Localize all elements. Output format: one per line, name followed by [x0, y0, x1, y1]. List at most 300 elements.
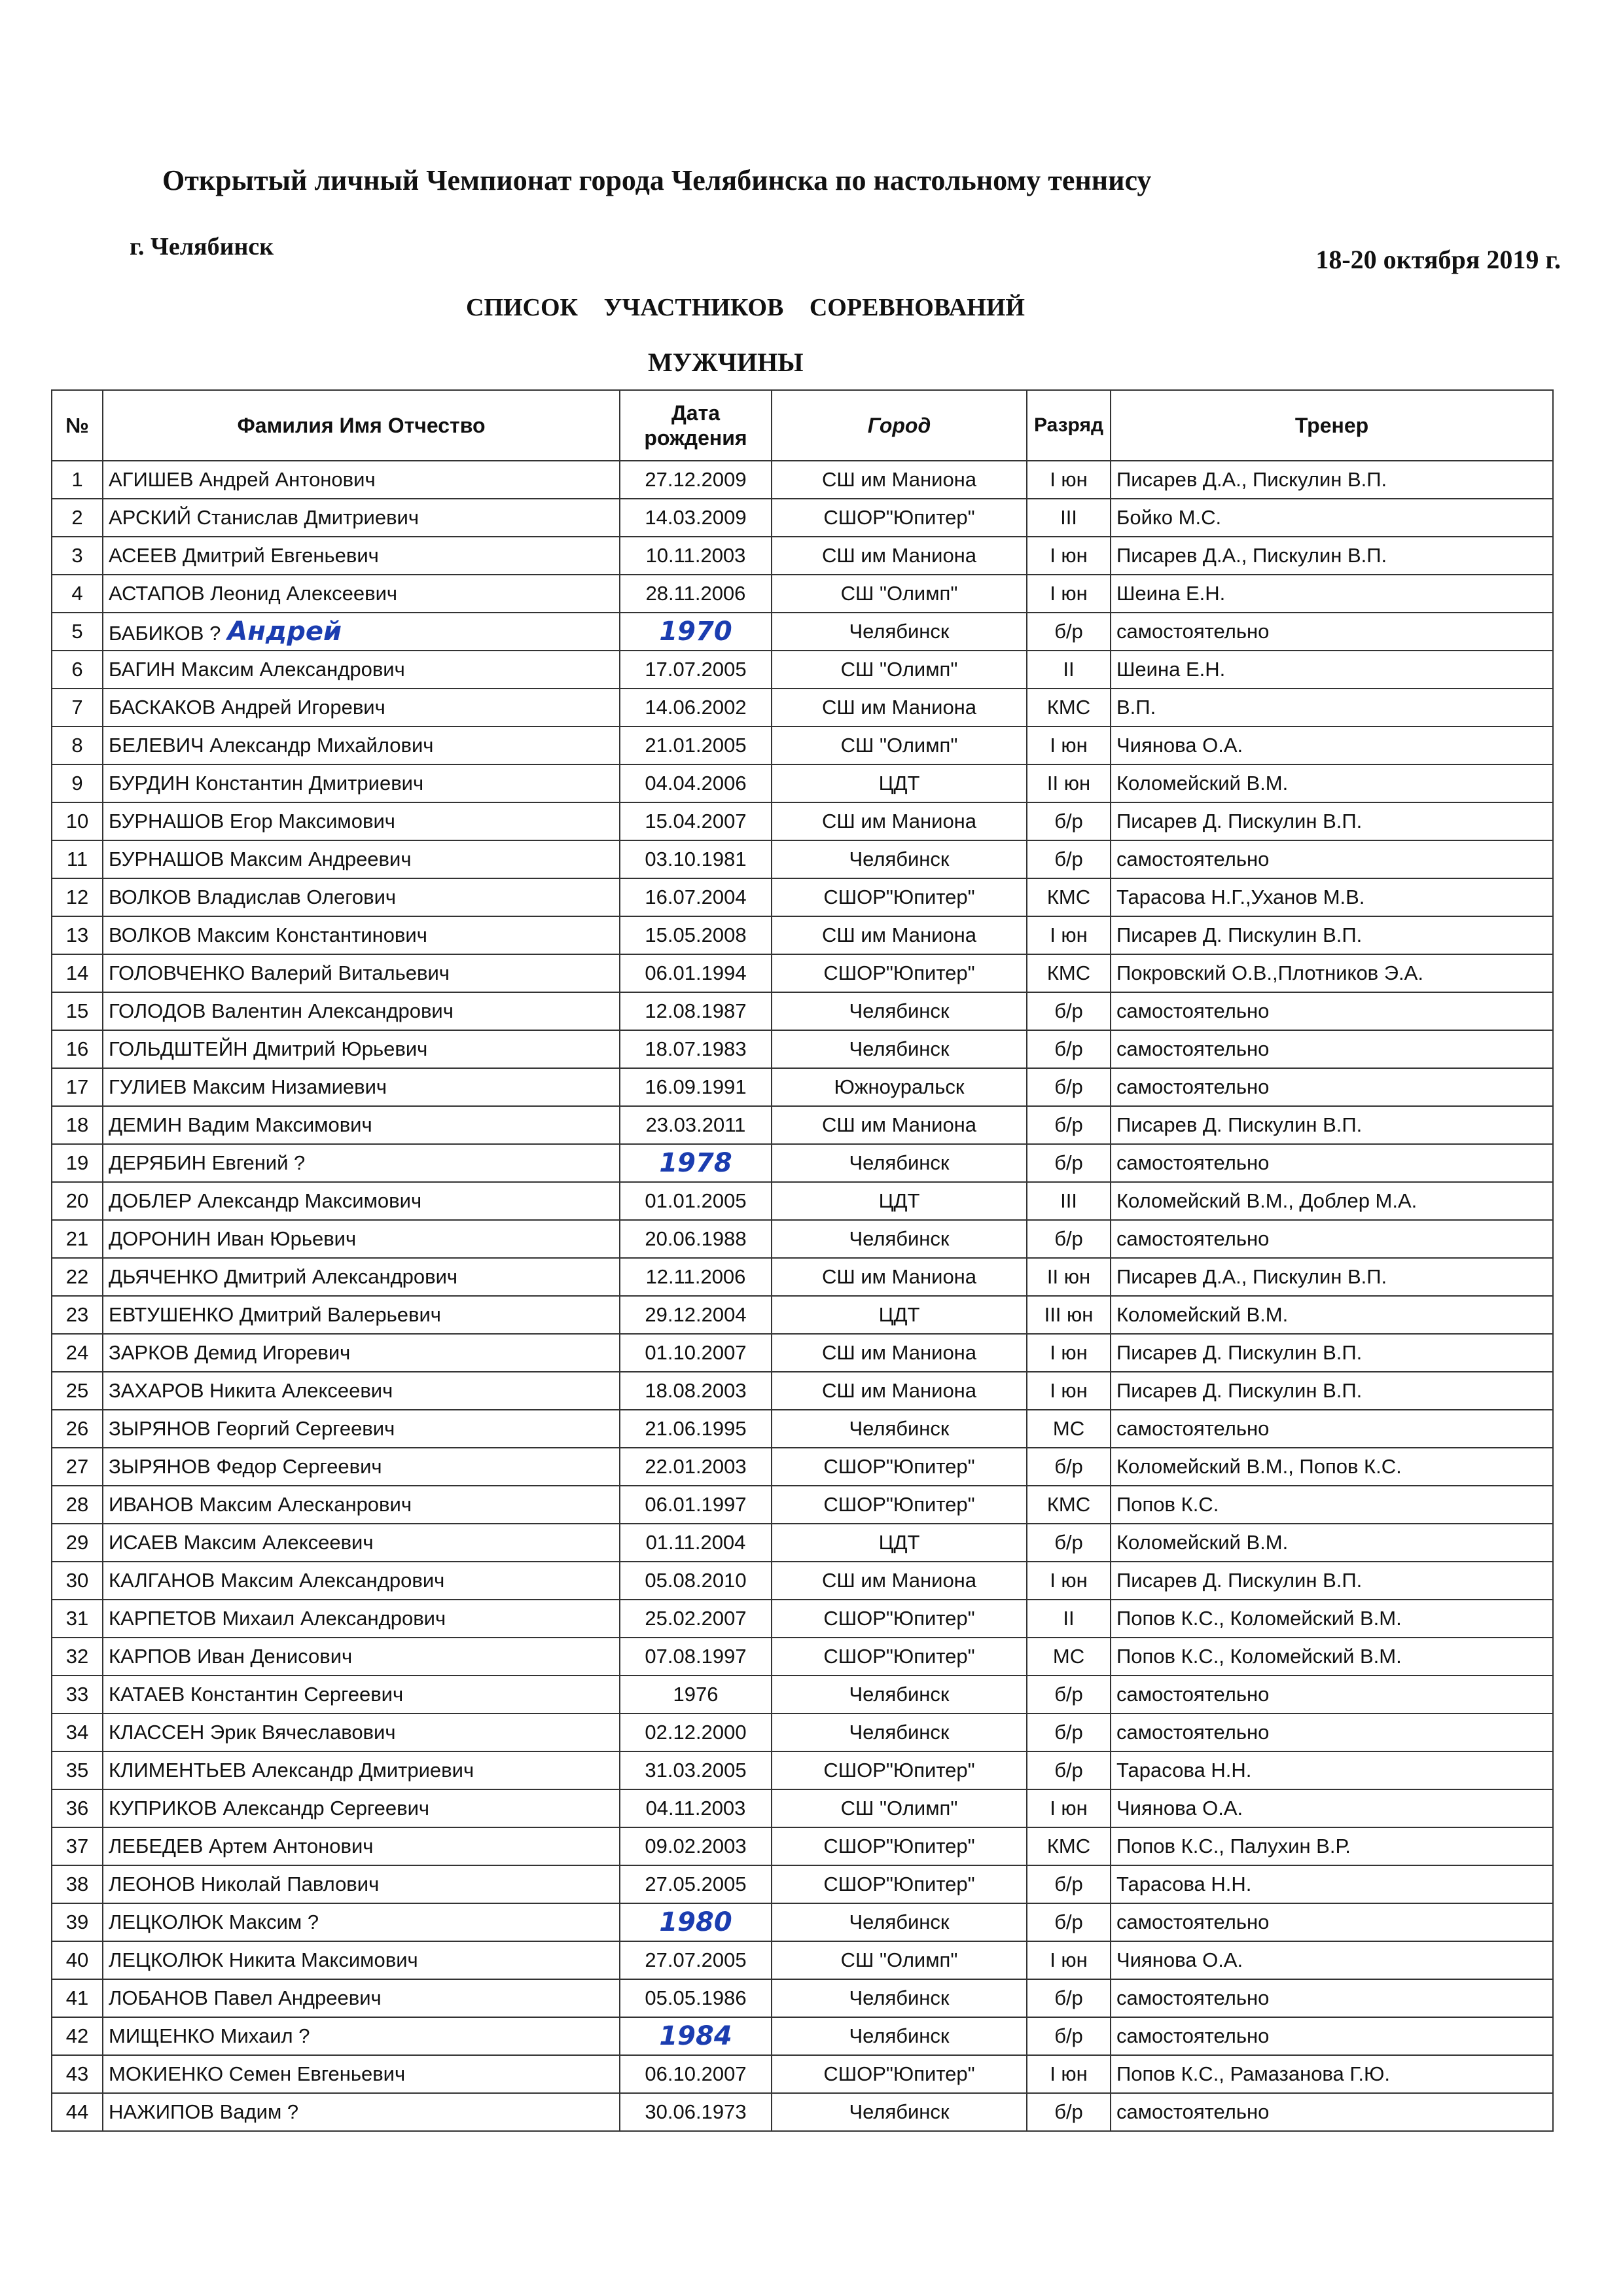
- birth-date-text: 04.04.2006: [645, 772, 747, 795]
- sport-rank: [1027, 1410, 1111, 1448]
- participant-name-text: ГОЛЬДШТЕЙН Дмитрий Юрьевич: [109, 1037, 428, 1060]
- sport-rank-text: МС: [1052, 1417, 1085, 1440]
- row-number: [52, 499, 103, 537]
- participant-city-text: Челябинск: [849, 1721, 950, 1744]
- row-number-text: 32: [65, 1645, 89, 1668]
- coach-name-text: Чиянова О.А.: [1116, 734, 1243, 757]
- participant-city-text: СШОР"Юпитер": [823, 1835, 975, 1857]
- coach-name-text: самостоятельно: [1116, 1721, 1270, 1744]
- sport-rank: [1027, 1865, 1111, 1903]
- row-number-text: 33: [65, 1683, 89, 1706]
- birth-date: [620, 1182, 772, 1220]
- sport-rank-text: б/р: [1054, 2024, 1083, 2047]
- participant-name: [103, 613, 620, 651]
- sport-rank: [1027, 1751, 1111, 1789]
- coach-name: [1111, 840, 1553, 878]
- participant-name: [103, 1789, 620, 1827]
- birth-date-text: 30.06.1973: [645, 2100, 747, 2123]
- sport-rank: [1027, 2017, 1111, 2055]
- participant-city: [772, 689, 1027, 726]
- participant-name: [103, 1638, 620, 1676]
- coach-name: [1111, 1106, 1553, 1144]
- participant-city-text: СШОР"Юпитер": [823, 1455, 975, 1478]
- coach-name-text: самостоятельно: [1116, 2100, 1270, 2123]
- row-number: [52, 992, 103, 1030]
- sport-rank: [1027, 1789, 1111, 1827]
- sport-rank: [1027, 1372, 1111, 1410]
- coach-name-text: самостоятельно: [1116, 999, 1270, 1022]
- table-row: [52, 1106, 1553, 1144]
- row-number-text: 20: [65, 1189, 89, 1212]
- participant-city-text: ЦДТ: [878, 1531, 920, 1554]
- participant-city: [772, 726, 1027, 764]
- birth-date: [620, 1676, 772, 1713]
- birth-date-text: 1976: [673, 1683, 719, 1706]
- participant-name: [103, 1751, 620, 1789]
- birth-date-text: 01.11.2004: [645, 1531, 746, 1554]
- participant-name-text: ДЕРЯБИН Евгений ?: [109, 1151, 306, 1174]
- participant-name: [103, 2093, 620, 2131]
- participant-name: [103, 1220, 620, 1258]
- birth-date: [620, 575, 772, 613]
- handwritten-birth-date: 1970: [659, 617, 732, 647]
- sport-rank: [1027, 1030, 1111, 1068]
- participant-city: [772, 575, 1027, 613]
- row-number: [52, 1182, 103, 1220]
- table-row: [52, 992, 1553, 1030]
- participant-city-text: СШОР"Юпитер": [823, 1607, 975, 1630]
- row-number-text: 22: [65, 1265, 89, 1288]
- birth-date-text: 21.01.2005: [645, 734, 747, 757]
- birth-date-text: 10.11.2003: [645, 544, 746, 567]
- participant-name-text: БАСКАКОВ Андрей Игоревич: [109, 696, 385, 719]
- sport-rank: [1027, 2093, 1111, 2131]
- row-number-text: 11: [66, 848, 88, 870]
- coach-name: [1111, 613, 1553, 651]
- participant-city-text: СШ "Олимп": [840, 1797, 958, 1820]
- birth-date: [620, 537, 772, 575]
- participant-city-text: СШ им Маниона: [821, 1113, 977, 1136]
- sport-rank: [1027, 1296, 1111, 1334]
- participant-name: [103, 461, 620, 499]
- birth-date-text: 09.02.2003: [645, 1835, 747, 1857]
- participant-name-text: КАРПЕТОВ Михаил Александрович: [109, 1607, 446, 1630]
- birth-date-text: 23.03.2011: [645, 1113, 746, 1136]
- sport-rank-text: б/р: [1054, 1151, 1083, 1174]
- birth-date: [620, 1903, 772, 1941]
- table-row: [52, 1448, 1553, 1486]
- row-number-text: 5: [71, 620, 83, 643]
- col-city: Город: [772, 390, 1027, 461]
- participant-name: [103, 1068, 620, 1106]
- participant-city: [772, 1903, 1027, 1941]
- participant-city: [772, 1448, 1027, 1486]
- participant-name-text: КАРПОВ Иван Денисович: [109, 1645, 353, 1668]
- participant-city-text: Челябинск: [849, 1683, 950, 1706]
- sport-rank: [1027, 1713, 1111, 1751]
- coach-name-text: Писарев Д. Пискулин В.П.: [1116, 810, 1363, 833]
- row-number: [52, 1106, 103, 1144]
- row-number: [52, 954, 103, 992]
- row-number-text: 30: [65, 1569, 89, 1592]
- participant-name-text: ЗАРКОВ Демид Игоревич: [109, 1341, 351, 1364]
- participant-city-text: Челябинск: [849, 1151, 950, 1174]
- row-number: [52, 1827, 103, 1865]
- participant-city: [772, 2055, 1027, 2093]
- sport-rank: [1027, 1448, 1111, 1486]
- table-row: [52, 1713, 1553, 1751]
- sport-rank: [1027, 499, 1111, 537]
- table-row: [52, 461, 1553, 499]
- birth-date: [620, 2093, 772, 2131]
- sport-rank: [1027, 726, 1111, 764]
- coach-name: [1111, 916, 1553, 954]
- coach-name: [1111, 1600, 1553, 1638]
- birth-date: [620, 1144, 772, 1182]
- coach-name-text: Писарев Д.А., Пискулин В.П.: [1116, 544, 1387, 567]
- participant-city-text: СШОР"Юпитер": [823, 2062, 975, 2085]
- birth-date: [620, 1372, 772, 1410]
- participant-city-text: Челябинск: [849, 1417, 950, 1440]
- table-row: [52, 1296, 1553, 1334]
- category-subtitle: МУЖЧИНЫ: [648, 348, 804, 377]
- coach-name: [1111, 1979, 1553, 2017]
- row-number: [52, 1600, 103, 1638]
- birth-date-text: 18.08.2003: [645, 1379, 747, 1402]
- coach-name-text: Тарасова Н.Г.,Уханов М.В.: [1116, 886, 1365, 908]
- coach-name-text: самостоятельно: [1116, 1986, 1270, 2009]
- coach-name-text: Писарев Д.А., Пискулин В.П.: [1116, 1265, 1387, 1288]
- participant-city-text: СШ им Маниона: [821, 468, 977, 491]
- table-row: [52, 1751, 1553, 1789]
- birth-date-text: 12.11.2006: [645, 1265, 746, 1288]
- birth-date: [620, 878, 772, 916]
- row-number-text: 36: [65, 1797, 89, 1820]
- handwritten-birth-date: 1984: [659, 2021, 732, 2051]
- row-number-text: 29: [65, 1531, 89, 1554]
- table-row: [52, 1941, 1553, 1979]
- birth-date-text: 06.01.1994: [645, 961, 747, 984]
- birth-date-text: 01.01.2005: [645, 1189, 747, 1212]
- birth-date-text: 03.10.1981: [645, 848, 747, 870]
- participant-name: [103, 992, 620, 1030]
- coach-name-text: самостоятельно: [1116, 620, 1270, 643]
- handwritten-birth-date: 1978: [659, 1148, 732, 1178]
- coach-name: [1111, 1865, 1553, 1903]
- coach-name: [1111, 764, 1553, 802]
- birth-date: [620, 1068, 772, 1106]
- sport-rank-text: III юн: [1044, 1303, 1094, 1326]
- table-row: [52, 2055, 1553, 2093]
- sport-rank-text: б/р: [1054, 1113, 1083, 1136]
- row-number: [52, 1296, 103, 1334]
- participant-name-text: КУПРИКОВ Александр Сергеевич: [109, 1797, 430, 1820]
- row-number-text: 7: [71, 696, 83, 719]
- coach-name: [1111, 1751, 1553, 1789]
- sport-rank-text: б/р: [1054, 2100, 1083, 2123]
- handwritten-birth-date: 1980: [659, 1907, 732, 1937]
- coach-name: [1111, 1030, 1553, 1068]
- participant-name-text: БЕЛЕВИЧ Александр Михайлович: [109, 734, 434, 757]
- row-number: [52, 651, 103, 689]
- participant-city: [772, 1713, 1027, 1751]
- participant-city-text: СШ им Маниона: [821, 696, 977, 719]
- birth-date: [620, 726, 772, 764]
- sport-rank-text: I юн: [1050, 1948, 1088, 1971]
- participant-city: [772, 802, 1027, 840]
- participant-city-text: СШ "Олимп": [840, 582, 958, 605]
- participant-name-text: ЕВТУШЕНКО Дмитрий Валерьевич: [109, 1303, 441, 1326]
- coach-name: [1111, 2055, 1553, 2093]
- sport-rank: [1027, 1903, 1111, 1941]
- birth-date-text: 28.11.2006: [645, 582, 746, 605]
- participant-city-text: Челябинск: [849, 1986, 950, 2009]
- sport-rank: [1027, 992, 1111, 1030]
- coach-name-text: самостоятельно: [1116, 1227, 1270, 1250]
- coach-name-text: Коломейский В.М., Попов К.С.: [1116, 1455, 1402, 1478]
- row-number: [52, 537, 103, 575]
- sport-rank: [1027, 1979, 1111, 2017]
- row-number-text: 37: [65, 1835, 89, 1857]
- row-number-text: 42: [65, 2024, 89, 2047]
- participant-name-text: ЗЫРЯНОВ Георгий Сергеевич: [109, 1417, 395, 1440]
- participant-city-text: Челябинск: [849, 1910, 950, 1933]
- row-number-text: 13: [65, 924, 89, 946]
- participant-city: [772, 1106, 1027, 1144]
- birth-date: [620, 1827, 772, 1865]
- table-row: [52, 2017, 1553, 2055]
- participant-city-text: СШ "Олимп": [840, 1948, 958, 1971]
- participant-city: [772, 2093, 1027, 2131]
- row-number: [52, 726, 103, 764]
- participant-name-text: ДЕМИН Вадим Максимович: [109, 1113, 372, 1136]
- participant-city: [772, 1372, 1027, 1410]
- coach-name-text: Попов К.С., Палухин В.Р.: [1116, 1835, 1351, 1857]
- row-number-text: 27: [65, 1455, 89, 1478]
- participant-name-text: БАБИКОВ ?: [109, 622, 221, 645]
- coach-name: [1111, 1448, 1553, 1486]
- table-row: [52, 1865, 1553, 1903]
- coach-name-text: самостоятельно: [1116, 1037, 1270, 1060]
- participant-name: [103, 689, 620, 726]
- sport-rank: [1027, 1144, 1111, 1182]
- participant-name-text: ИСАЕВ Максим Алексеевич: [109, 1531, 374, 1554]
- participant-name: [103, 1903, 620, 1941]
- table-row: [52, 1068, 1553, 1106]
- sport-rank-text: КМС: [1046, 1835, 1091, 1857]
- table-row: [52, 726, 1553, 764]
- birth-date-text: 25.02.2007: [645, 1607, 747, 1630]
- participant-name-text: ВОЛКОВ Максим Константинович: [109, 924, 427, 946]
- participant-city-text: СШОР"Юпитер": [823, 1873, 975, 1895]
- participant-name: [103, 1106, 620, 1144]
- sport-rank-text: III: [1060, 506, 1077, 529]
- participant-name: [103, 1410, 620, 1448]
- row-number-text: 1: [71, 468, 83, 491]
- participant-city: [772, 1258, 1027, 1296]
- birth-date-text: 05.05.1986: [645, 1986, 747, 2009]
- sport-rank-text: б/р: [1054, 999, 1083, 1022]
- coach-name-text: самостоятельно: [1116, 1075, 1270, 1098]
- row-number-text: 10: [65, 810, 89, 833]
- table-row: [52, 651, 1553, 689]
- row-number-text: 17: [65, 1075, 89, 1098]
- coach-name: [1111, 499, 1553, 537]
- birth-date: [620, 1562, 772, 1600]
- participant-name-text: НАЖИПОВ Вадим ?: [109, 2100, 299, 2123]
- list-title: СПИСОК УЧАСТНИКОВ СОРЕВНОВАНИЙ: [466, 294, 1025, 321]
- row-number: [52, 1941, 103, 1979]
- participant-name-text: ДЬЯЧЕНКО Дмитрий Александрович: [109, 1265, 458, 1288]
- participant-city-text: Челябинск: [849, 848, 950, 870]
- coach-name: [1111, 651, 1553, 689]
- row-number: [52, 1372, 103, 1410]
- sport-rank: [1027, 1068, 1111, 1106]
- birth-date-text: 12.08.1987: [645, 999, 747, 1022]
- participant-city: [772, 1979, 1027, 2017]
- row-number: [52, 1144, 103, 1182]
- participant-name: [103, 878, 620, 916]
- birth-date: [620, 954, 772, 992]
- birth-date-text: 16.07.2004: [645, 886, 747, 908]
- participant-city: [772, 1600, 1027, 1638]
- participant-city-text: СШОР"Юпитер": [823, 886, 975, 908]
- row-number-text: 3: [71, 544, 83, 567]
- birth-date: [620, 1106, 772, 1144]
- birth-date-text: 27.12.2009: [645, 468, 747, 491]
- birth-date: [620, 802, 772, 840]
- coach-name: [1111, 1638, 1553, 1676]
- col-birth-date: Дата рождения: [620, 390, 772, 461]
- birth-date: [620, 1410, 772, 1448]
- coach-name-text: Писарев Д. Пискулин В.П.: [1116, 1379, 1363, 1402]
- birth-date: [620, 1638, 772, 1676]
- sport-rank-text: II юн: [1046, 1265, 1091, 1288]
- table-row: [52, 1562, 1553, 1600]
- row-number: [52, 1410, 103, 1448]
- participant-city: [772, 1334, 1027, 1372]
- coach-name-text: самостоятельно: [1116, 1683, 1270, 1706]
- row-number: [52, 878, 103, 916]
- sport-rank: [1027, 1182, 1111, 1220]
- sport-rank: [1027, 1676, 1111, 1713]
- participant-name-text: АСТАПОВ Леонид Алексеевич: [109, 582, 398, 605]
- row-number-text: 38: [65, 1873, 89, 1895]
- row-number-text: 41: [65, 1986, 89, 2009]
- participant-city: [772, 1865, 1027, 1903]
- participant-name: [103, 537, 620, 575]
- table-row: [52, 802, 1553, 840]
- row-number: [52, 613, 103, 651]
- participant-city: [772, 840, 1027, 878]
- sport-rank-text: III: [1060, 1189, 1077, 1212]
- coach-name-text: Писарев Д. Пискулин В.П.: [1116, 1341, 1363, 1364]
- row-number-text: 39: [65, 1910, 89, 1933]
- row-number-text: 26: [65, 1417, 89, 1440]
- coach-name: [1111, 575, 1553, 613]
- participant-name-text: БУРНАШОВ Егор Максимович: [109, 810, 395, 833]
- sport-rank-text: б/р: [1054, 1531, 1083, 1554]
- table-row: [52, 1827, 1553, 1865]
- birth-date: [620, 1220, 772, 1258]
- birth-date-text: 20.06.1988: [645, 1227, 747, 1250]
- participant-name: [103, 1562, 620, 1600]
- sport-rank-text: б/р: [1054, 1873, 1083, 1895]
- participant-name-text: ГУЛИЕВ Максим Низамиевич: [109, 1075, 387, 1098]
- participants-table: [51, 389, 1554, 2132]
- participant-name-text: ЛОБАНОВ Павел Андреевич: [109, 1986, 382, 2009]
- coach-name: [1111, 1486, 1553, 1524]
- row-number: [52, 2055, 103, 2093]
- participant-name: [103, 1030, 620, 1068]
- coach-name-text: Коломейский В.М.: [1116, 1531, 1289, 1554]
- coach-name-text: Попов К.С., Коломейский В.М.: [1116, 1645, 1402, 1668]
- row-number-text: 2: [71, 506, 83, 529]
- participant-name-text: КАТАЕВ Константин Сергеевич: [109, 1683, 404, 1706]
- coach-name-text: Попов К.С., Рамазанова Г.Ю.: [1116, 2062, 1390, 2085]
- coach-name: [1111, 1334, 1553, 1372]
- participant-city: [772, 1827, 1027, 1865]
- row-number: [52, 764, 103, 802]
- sport-rank: [1027, 689, 1111, 726]
- coach-name-text: В.П.: [1116, 696, 1156, 719]
- row-number-text: 34: [65, 1721, 89, 1744]
- sport-rank-text: I юн: [1050, 468, 1088, 491]
- sport-rank-text: б/р: [1054, 1910, 1083, 1933]
- participant-name: [103, 726, 620, 764]
- row-number: [52, 840, 103, 878]
- handwritten-participant-name: Андрей: [227, 617, 342, 647]
- participant-name: [103, 1296, 620, 1334]
- row-number-text: 21: [65, 1227, 89, 1250]
- sport-rank: [1027, 1334, 1111, 1372]
- coach-name-text: Попов К.С.: [1116, 1493, 1219, 1516]
- participant-city-text: ЦДТ: [878, 1303, 920, 1326]
- participant-city-text: СШОР"Юпитер": [823, 1493, 975, 1516]
- table-row: [52, 499, 1553, 537]
- birth-date-text: 07.08.1997: [645, 1645, 747, 1668]
- sport-rank-text: б/р: [1054, 1683, 1083, 1706]
- participant-name-text: БУРДИН Константин Дмитриевич: [109, 772, 424, 795]
- sport-rank: [1027, 537, 1111, 575]
- birth-date-text: 27.07.2005: [645, 1948, 747, 1971]
- birth-date: [620, 1979, 772, 2017]
- birth-date: [620, 1448, 772, 1486]
- row-number-text: 31: [65, 1607, 89, 1630]
- coach-name-text: Попов К.С., Коломейский В.М.: [1116, 1607, 1402, 1630]
- participant-name: [103, 1486, 620, 1524]
- birth-date: [620, 1334, 772, 1372]
- participant-city: [772, 1296, 1027, 1334]
- birth-date-text: 15.04.2007: [645, 810, 747, 833]
- sport-rank-text: б/р: [1054, 1759, 1083, 1782]
- birth-date-text: 18.07.1983: [645, 1037, 747, 1060]
- birth-date: [620, 992, 772, 1030]
- table-row: [52, 1979, 1553, 2017]
- participant-name-text: КЛИМЕНТЬЕВ Александр Дмитриевич: [109, 1759, 474, 1782]
- coach-name: [1111, 1676, 1553, 1713]
- coach-name-text: Шеина Е.Н.: [1116, 582, 1226, 605]
- sport-rank-text: б/р: [1054, 1721, 1083, 1744]
- coach-name-text: Покровский О.В.,Плотников Э.А.: [1116, 961, 1423, 984]
- birth-date: [620, 1030, 772, 1068]
- participant-city-text: Челябинск: [849, 2024, 950, 2047]
- participant-name: [103, 1676, 620, 1713]
- document-title: Открытый личный Чемпионат города Челябинска по настольному теннису: [162, 164, 1152, 196]
- table-row: [52, 1524, 1553, 1562]
- row-number-text: 35: [65, 1759, 89, 1782]
- birth-date: [620, 1789, 772, 1827]
